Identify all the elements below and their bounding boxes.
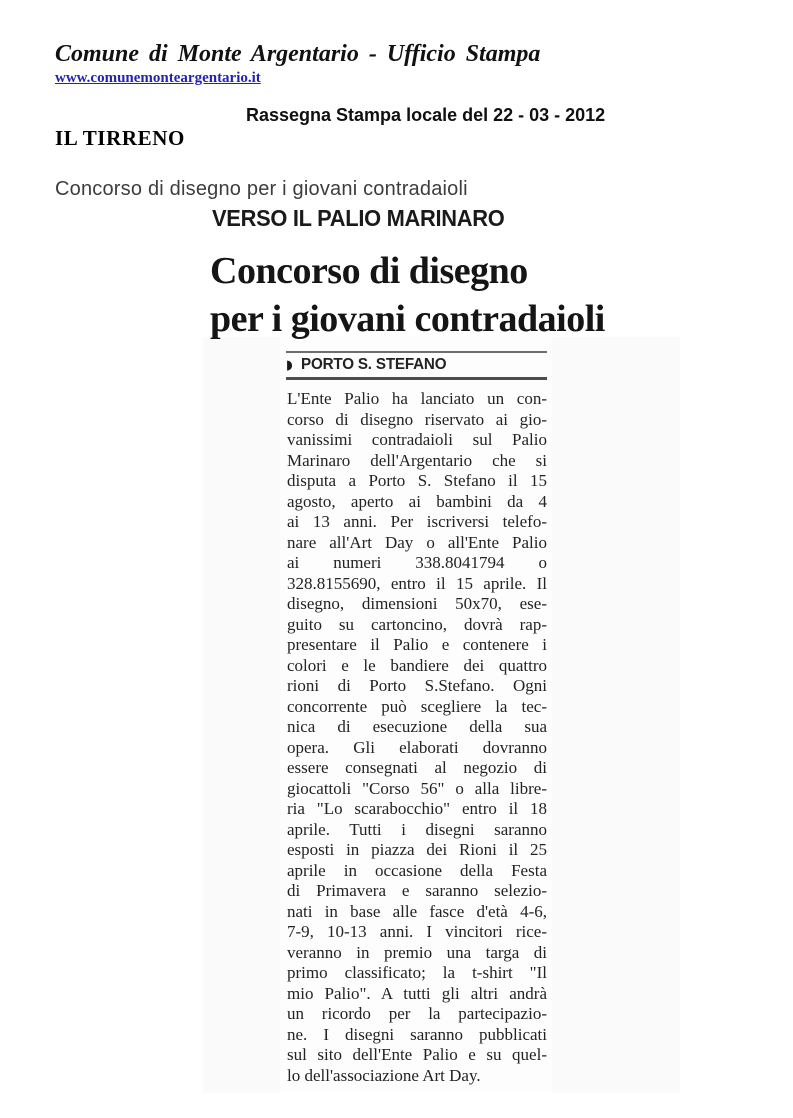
body-line: ria "Lo scarabocchio" entro il 18 (287, 799, 547, 818)
body-line: colori e le bandiere dei quattro (287, 655, 547, 675)
body-line: nati in base alle fasce d'età 4-6, (287, 901, 547, 921)
body-line: ne. I disegni saranno pubblicati (287, 1024, 547, 1044)
article-body (287, 389, 547, 1086)
office-title: Comune di Monte Argentario - Ufficio Stampa (55, 41, 541, 67)
body-line: guito su cartoncino, dovrà rap- (287, 614, 547, 634)
article-subject-line: Concorso di disegno per i giovani contradaioli (55, 178, 468, 200)
body-line: rioni di Porto S.Stefano. Ogni (287, 676, 547, 695)
body-line: veranno in premio una targa di (287, 942, 547, 962)
half-circle-bullet-icon: ◗ (286, 357, 293, 373)
body-line: un ricordo per la partecipazio- (287, 1004, 547, 1023)
article-headline (210, 247, 605, 343)
body-line: nica di esecuzione della sua (287, 717, 547, 736)
body-line: concorrente può scegliere la tec- (287, 696, 547, 716)
body-line: di Primavera e saranno selezio- (287, 881, 547, 900)
body-line: mio Palio". A tutti gli altri andrà (287, 983, 547, 1003)
review-title: Rassegna Stampa locale del 22 - 03 - 2012 (246, 105, 606, 125)
body-line: primo classificato; la t-shirt "Il (287, 963, 547, 982)
body-line: presentare il Palio e contenere i (287, 635, 547, 654)
body-line: vanissimi contradaioli sul Palio (287, 430, 547, 449)
body-line: lo dell'associazione Art Day. (287, 1065, 481, 1085)
newspaper-source-name: IL TIRRENO (55, 126, 185, 150)
body-line: aprile in occasione della Festa (287, 860, 547, 880)
body-line: disegno, dimensioni 50x70, ese- (287, 594, 547, 613)
article-kicker: VERSO IL PALIO MARINARO (212, 205, 505, 231)
website-link[interactable]: www.comunemonteargentario.it (55, 70, 261, 86)
body-line: nare all'Art Day o all'Ente Palio (287, 532, 547, 552)
body-line: disputa a Porto S. Stefano il 15 (287, 471, 547, 490)
body-line: Marinaro dell'Argentario che si (287, 450, 547, 470)
body-line: ai 13 anni. Per iscriversi telefo- (287, 512, 547, 531)
body-line: L'Ente Palio ha lanciato un con- (287, 389, 547, 408)
headline-line-1: Concorso di disegno (210, 250, 528, 292)
body-line: ai numeri 338.8041794 o (287, 553, 547, 572)
body-line: giocattoli "Corso 56" o alla libre- (287, 778, 547, 798)
body-line: aprile. Tutti i disegni saranno (287, 819, 547, 839)
body-line: 7-9, 10-13 anni. I vincitori rice- (287, 922, 547, 941)
body-line: esposti in piazza dei Rioni il 25 (287, 840, 547, 859)
body-line: agosto, aperto ai bambini da 4 (287, 491, 547, 511)
body-line: corso di disegno riservato ai gio- (287, 409, 547, 429)
body-line: essere consegnati al negozio di (287, 758, 547, 777)
headline-line-2: per i giovani contradaioli (210, 298, 605, 340)
body-line: opera. Gli elaborati dovranno (287, 737, 547, 757)
location-label: PORTO S. STEFANO (300, 356, 447, 373)
body-line: sul sito dell'Ente Palio e su quel- (287, 1045, 547, 1064)
body-line: 328.8155690, entro il 15 aprile. Il (287, 573, 547, 593)
location-bar (286, 351, 547, 380)
